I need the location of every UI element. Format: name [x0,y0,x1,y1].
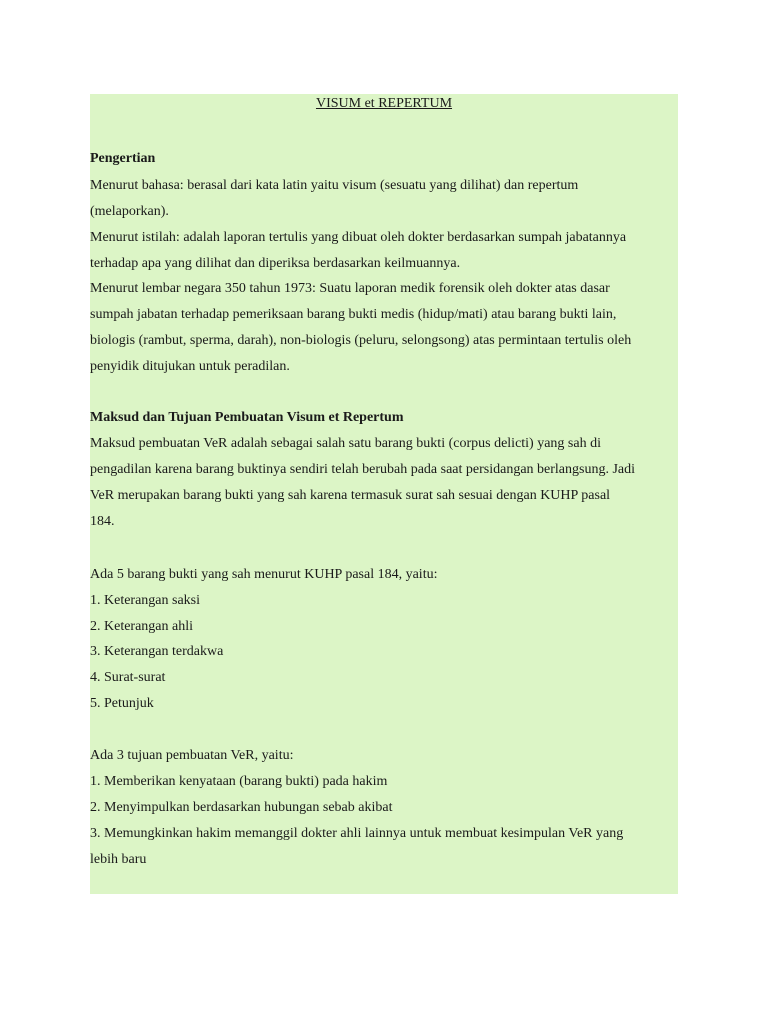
section-heading-pengertian: Pengertian [90,151,156,166]
list-item: 2. Keterangan ahli [90,619,194,634]
document-title: VISUM et REPERTUM [315,96,453,111]
list-item: 3. Keterangan terdakwa [90,644,224,659]
paragraph-line: terhadap apa yang dilihat dan diperiksa berdasarkan keilmuannya. [90,256,461,271]
section-heading-maksud-tujuan: Maksud dan Tujuan Pembuatan Visum et Repertum [90,410,404,425]
paragraph-line: Maksud pembuatan VeR adalah sebagai salah satu barang bukti (corpus delicti) yang sah di [90,436,601,451]
list-item: 1. Memberikan kenyataan (barang bukti) pada hakim [90,774,388,789]
paragraph-line: biologis (rambut, sperma, darah), non-biologis (peluru, selongsong) atas permintaan tertulis oleh [90,333,632,348]
paragraph-line: Menurut bahasa: berasal dari kata latin yaitu visum (sesuatu yang dilihat) dan repertum [90,178,579,193]
paragraph-line: Menurut lembar negara 350 tahun 1973: Suatu laporan medik forensik oleh dokter atas dasar [90,281,610,296]
list-intro-barang-bukti: Ada 5 barang bukti yang sah menurut KUHP pasal 184, yaitu: [90,567,438,582]
list-item: 1. Keterangan saksi [90,593,201,608]
list-item: 3. Memungkinkan hakim memanggil dokter ahli lainnya untuk membuat kesimpulan VeR yang [90,826,624,841]
paragraph-line: penyidik ditujukan untuk peradilan. [90,359,290,374]
paragraph-line: (melaporkan). [90,204,169,219]
paragraph-line: pengadilan karena barang buktinya sendiri telah berubah pada saat persidangan berlangsung. Jadi [90,462,636,477]
list-item: lebih baru [90,852,147,867]
list-item: 4. Surat-surat [90,670,166,685]
list-intro-tujuan: Ada 3 tujuan pembuatan VeR, yaitu: [90,748,294,763]
paragraph-line: Menurut istilah: adalah laporan tertulis yang dibuat oleh dokter berdasarkan sumpah jabatannya [90,230,627,245]
list-item: 5. Petunjuk [90,696,154,711]
paragraph-line: sumpah jabatan terhadap pemeriksaan barang bukti medis (hidup/mati) atau barang bukti lain, [90,307,617,322]
paragraph-line: 184. [90,514,115,529]
list-item: 2. Menyimpulkan berdasarkan hubungan sebab akibat [90,800,393,815]
paragraph-line: VeR merupakan barang bukti yang sah karena termasuk surat sah sesuai dengan KUHP pasal [90,488,611,503]
